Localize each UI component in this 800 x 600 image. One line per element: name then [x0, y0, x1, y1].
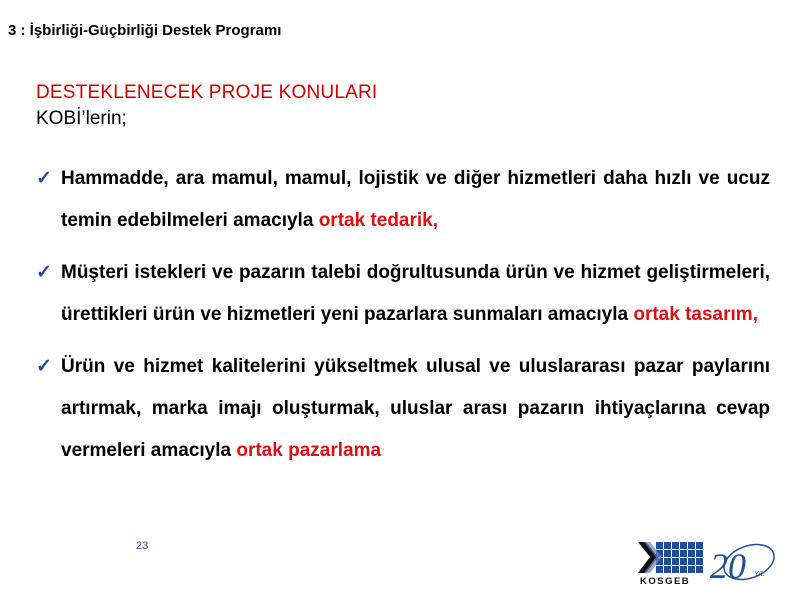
kosgeb-logo: [636, 538, 796, 588]
bullet-item: [36, 158, 770, 242]
checkmark-icon: ✓: [36, 168, 52, 189]
bullet-text: Ürün ve hizmet kalitelerini yükseltmek ulusal ve uluslararası pazar paylarını artırmak, marka imajı oluşturmak, uluslar arası pazarın ihtiyaçlarına cevap vermeleri amacıyla: [61, 356, 770, 461]
anniversary-word: YIL: [754, 571, 765, 578]
section-heading: DESTEKLENECEK PROJE KONULARI: [36, 82, 378, 103]
checkmark-icon: ✓: [36, 262, 52, 283]
bullet-highlight: ortak tedarik,: [318, 210, 439, 231]
section-intro: KOBİ’lerin;: [36, 108, 127, 129]
bullet-highlight: ortak pazarlama: [236, 440, 382, 461]
bullet-highlight: ortak tasarım,: [633, 304, 758, 325]
bullet-list: [36, 158, 770, 482]
bullet-item: [36, 252, 770, 336]
page-number: 23: [136, 540, 149, 552]
logo-text: KOSGEB: [640, 576, 691, 587]
page-title: 3 : İşbirliği-Güçbirliği Destek Programı: [8, 22, 282, 39]
checkmark-icon: ✓: [36, 356, 52, 377]
bullet-item: [36, 346, 770, 472]
bullet-text: Hammadde, ara mamul, mamul, lojistik ve diğer hizmetleri daha hızlı ve ucuz temin edebilmeleri amacıyla: [61, 168, 770, 231]
anniversary-number: 20: [710, 546, 746, 586]
bullet-text: Müşteri istekleri ve pazarın talebi doğrultusunda ürün ve hizmet geliştirmeleri, ürettikleri ürün ve hizmetleri yeni pazarlara sunmaları amacıyla: [61, 262, 770, 325]
